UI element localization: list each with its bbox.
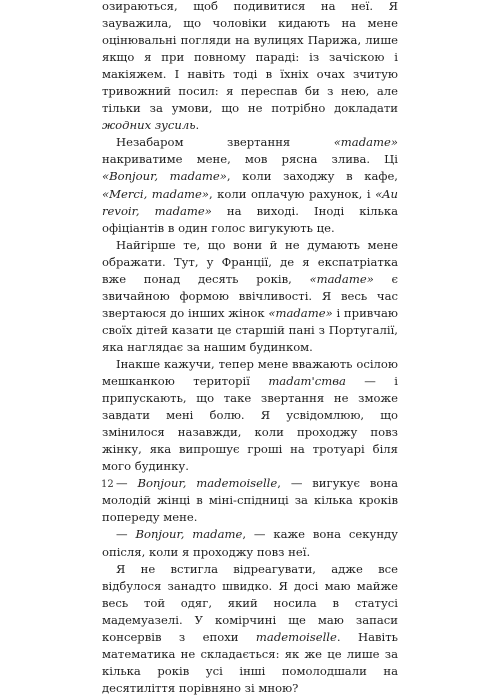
text-run: на виході. Іноді кілька офіціантів в один голос вигукують це. <box>102 203 399 235</box>
page-number: 12 <box>101 479 114 490</box>
italic-run: mademoiselle <box>255 629 337 644</box>
text-run: озираються, щоб подивитися на неї. Я зауважила, що чоловіки кидають на мене оцінювальні погляди на вулицях Парижа, лише якщо я при повному параді: із зачіскою і макіяжем. І навіть тоді в їхніх очах зчитую тривожний посил: я переспав би з нею, але тільки за умови, що не потрібно докладати <box>102 0 398 116</box>
paragraph <box>102 356 398 475</box>
text-run: . <box>195 118 200 133</box>
text-run: накриватиме мене, мов рясна злива. Ці <box>102 152 398 167</box>
text-run: Інакше кажучи, тепер мене вважають осілою мешканкою території <box>102 356 398 389</box>
text-run: . Навіть математика не складається: як же це лише за кілька років усі інші помолодшали на десятиліття порівняно зі мною? <box>102 629 398 695</box>
italic-run: «madame» <box>333 135 398 150</box>
text-run: , коли оплачую рахунок, і <box>208 186 376 201</box>
dialogue-line <box>102 526 398 560</box>
paragraph <box>102 134 398 236</box>
italic-run: «Bonjour, madame» <box>102 169 227 184</box>
italic-run: «madame» <box>309 271 374 286</box>
italic-run: «madame» <box>268 305 333 320</box>
text-run: , — каже вона секунду опісля, коли я проходжу повз неї. <box>102 527 399 559</box>
text-run: — <box>116 476 138 491</box>
text-run: , — вигукує вона молодій жінці в міні-спідниці за кілька кроків попереду мене. <box>102 476 399 525</box>
paragraph <box>102 0 398 134</box>
paragraph <box>102 237 398 356</box>
text-run: Найгірше те, що вони й не думають мене ображати. Тут, у Франції, де я експатріатка вже понад десять років, <box>102 237 398 286</box>
text-run: — і припускають, що таке звертання не зможе завдати мені болю. Я усвідомлюю, що змінилося назавжди, коли проходжу повз жінку, яка випрошує гроші на тротуарі біля мого будинку. <box>102 374 398 474</box>
italic-run: Bonjour, mademoiselle <box>137 476 278 491</box>
italic-run: Bonjour, madame <box>135 527 243 542</box>
text-run: Незабаром звертання <box>116 135 334 150</box>
text-run: Я не встигла відреагувати, адже все відбулося занадто швидко. Я досі маю майже весь той одяг, який носила в статусі мадемуазелі. У комірчині ще маю запаси консервів з епохи <box>102 561 398 644</box>
dialogue-line <box>102 475 398 526</box>
text-run: — <box>116 527 136 542</box>
italic-run: «Au revoir, madame» <box>102 186 398 218</box>
italic-run: жодних зусиль <box>102 118 196 133</box>
text-run: і привчаю своїх дітей казати це старшій пані з Португалії, яка наглядає за нашим будинком. <box>102 305 399 354</box>
italic-run: «Merci, madame» <box>102 186 209 201</box>
paragraph <box>102 561 398 697</box>
body-text <box>102 0 398 697</box>
italic-run: madam'ства <box>268 374 346 389</box>
text-run: , коли заходжу в кафе, <box>226 169 398 184</box>
text-run: є звичайною формою ввічливості. Я весь час звертаюся до інших жінок <box>102 271 398 320</box>
